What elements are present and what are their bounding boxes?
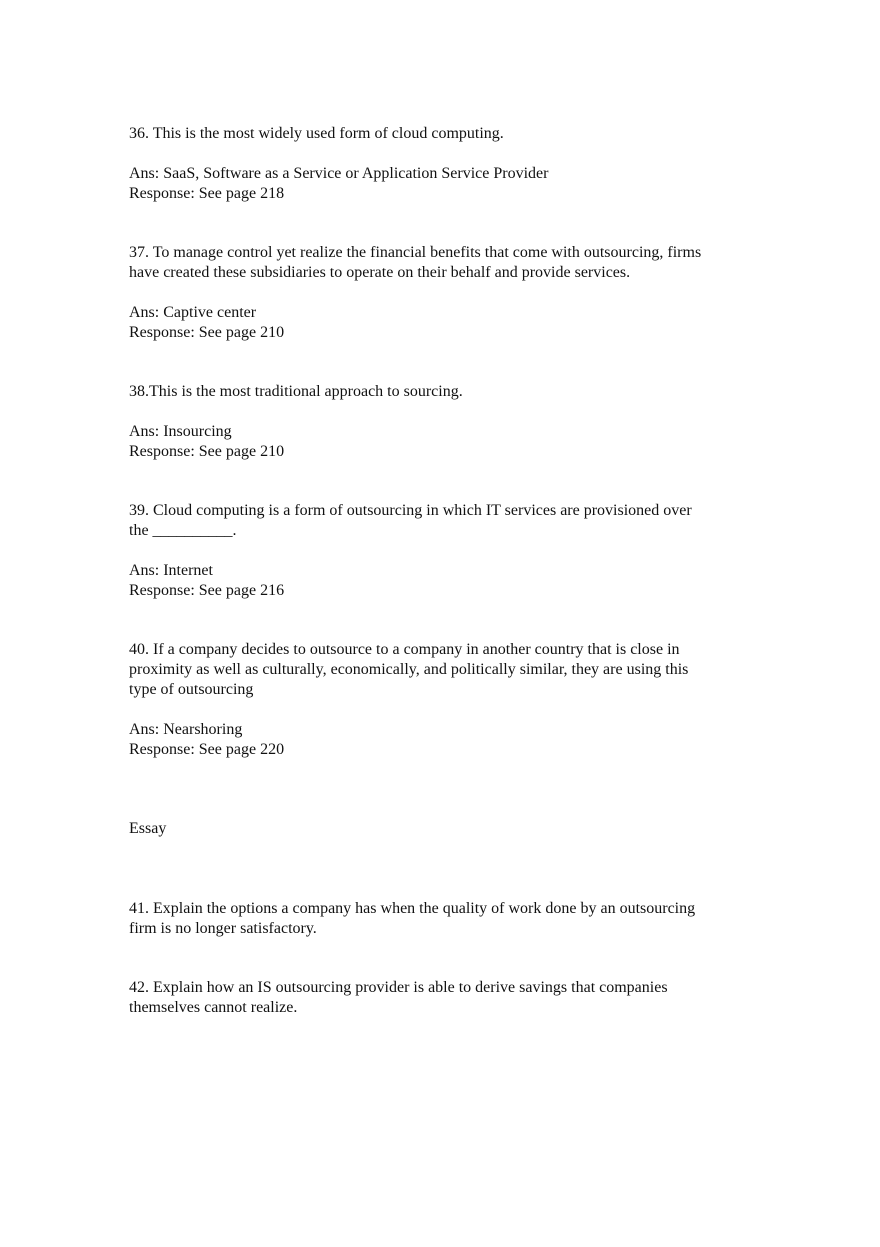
essay-question-42-line-1: 42. Explain how an IS outsourcing provider is able to derive savings that companies xyxy=(129,979,668,996)
question-38-response: Response: See page 210 xyxy=(129,443,285,460)
question-40-text-line-1: 40. If a company decides to outsource to a company in another country that is close in xyxy=(129,641,680,658)
essay-question-41-line-1: 41. Explain the options a company has when the quality of work done by an outsourcing xyxy=(129,900,696,917)
question-40-response: Response: See page 220 xyxy=(129,741,285,758)
question-36-answer: Ans: SaaS, Software as a Service or Application Service Provider xyxy=(129,165,549,182)
question-37-text-line-1: 37. To manage control yet realize the financial benefits that come with outsourcing, firms xyxy=(129,244,702,261)
question-38-text: 38.This is the most traditional approach to sourcing. xyxy=(129,383,463,400)
essay-question-42-line-2: themselves cannot realize. xyxy=(129,999,298,1016)
question-40-text-line-2: proximity as well as culturally, economically, and politically similar, they are using this xyxy=(129,661,689,678)
question-38-answer: Ans: Insourcing xyxy=(129,423,232,440)
essay-heading: Essay xyxy=(129,820,167,837)
question-37-response: Response: See page 210 xyxy=(129,324,285,341)
essay-question-41-line-2: firm is no longer satisfactory. xyxy=(129,920,317,937)
question-39-answer: Ans: Internet xyxy=(129,562,213,579)
question-36-response: Response: See page 218 xyxy=(129,185,285,202)
question-37-text-line-2: have created these subsidiaries to operate on their behalf and provide services. xyxy=(129,264,631,281)
question-39-response: Response: See page 216 xyxy=(129,582,285,599)
question-40-answer: Ans: Nearshoring xyxy=(129,721,243,738)
question-39-text-line-2: the __________. xyxy=(129,522,237,539)
question-39-text-line-1: 39. Cloud computing is a form of outsourcing in which IT services are provisioned over xyxy=(129,502,692,519)
question-36-text: 36. This is the most widely used form of cloud computing. xyxy=(129,125,504,142)
question-40-text-line-3: type of outsourcing xyxy=(129,681,254,698)
question-37-answer: Ans: Captive center xyxy=(129,304,257,321)
